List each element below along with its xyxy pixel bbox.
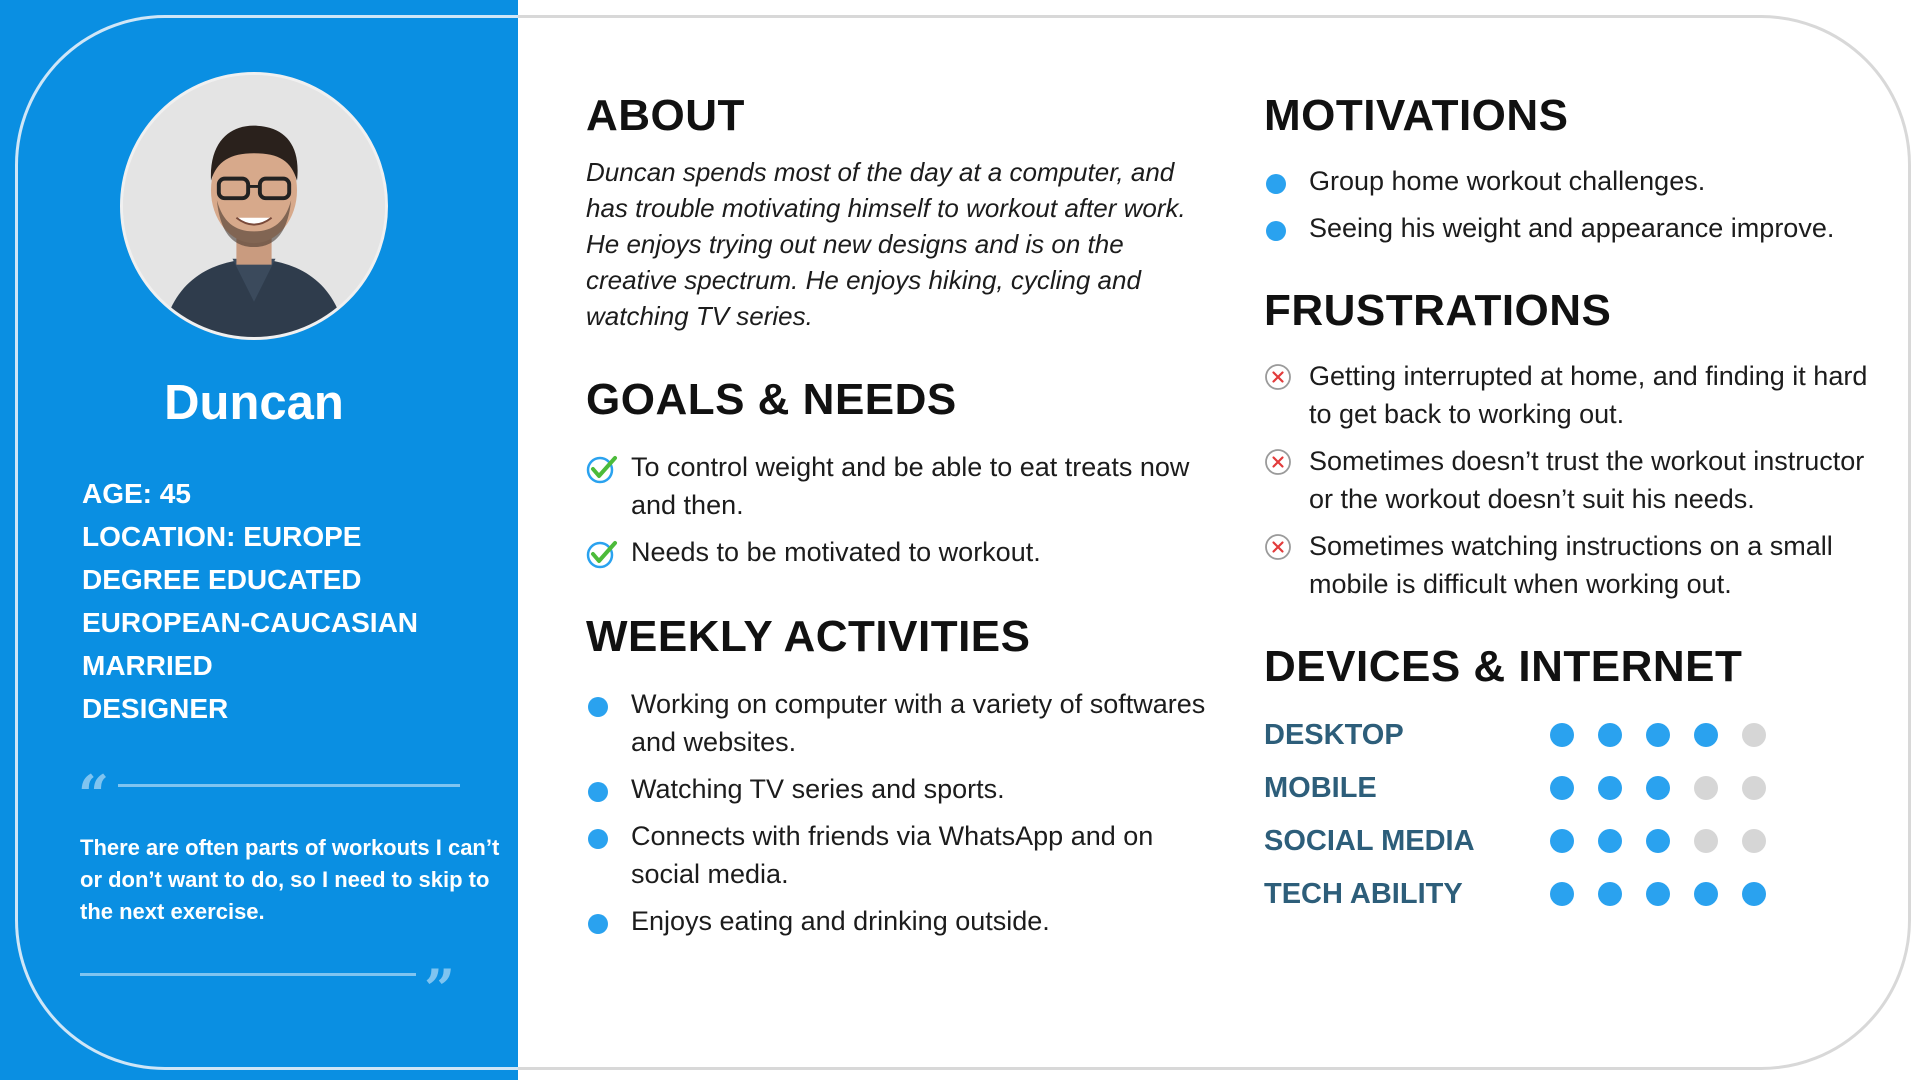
device-label: SOCIAL MEDIA [1264, 825, 1475, 857]
rating-dot-filled [1550, 829, 1574, 853]
left-column [586, 86, 1206, 949]
rating-dot-empty [1742, 723, 1766, 747]
rating-dot-filled [1646, 882, 1670, 906]
persona-name: Duncan [164, 376, 344, 430]
activity-text: Working on computer with a variety of softwares and websites. [631, 689, 1206, 757]
motivation-text: Group home workout challenges. [1309, 166, 1706, 196]
rating-dot-filled [1646, 829, 1670, 853]
rating-dot-empty [1694, 829, 1718, 853]
rating-dots [1550, 829, 1790, 858]
bullet-dot-icon [588, 782, 608, 802]
rating-dot-empty [1742, 776, 1766, 800]
device-row [1264, 872, 1894, 925]
activity-text: Connects with friends via WhatsApp and on social media. [631, 821, 1154, 889]
rating-dot-filled [1646, 776, 1670, 800]
quote-divider-bottom [80, 973, 416, 976]
x-circle-icon [1264, 448, 1292, 476]
device-label: DESKTOP [1264, 719, 1404, 751]
persona-facts [82, 472, 418, 730]
close-quote-icon: ” [424, 957, 456, 1021]
list-item [586, 817, 1206, 893]
rating-dot-filled [1694, 723, 1718, 747]
persona-quote: There are often parts of workouts I can’t or don’t want to do, so I need to skip to the next exercise. [80, 835, 500, 924]
rating-dot-filled [1598, 723, 1622, 747]
goal-text: To control weight and be able to eat treats now and then. [631, 452, 1190, 520]
device-row [1264, 766, 1894, 819]
about-text: Duncan spends most of the day at a computer, and has trouble motivating himself to workout after work. He enjoys trying out new designs and is on the creative spectrum. He enjoys hiking, cycling and watching TV series. [586, 157, 1186, 331]
device-label: TECH ABILITY [1264, 878, 1463, 910]
about-heading: ABOUT [586, 91, 745, 140]
x-circle-icon [1264, 363, 1292, 391]
activity-text: Enjoys eating and drinking outside. [631, 906, 1050, 936]
rating-dot-filled [1550, 776, 1574, 800]
rating-dot-empty [1694, 776, 1718, 800]
motivation-text: Seeing his weight and appearance improve. [1309, 213, 1835, 243]
rating-dot-filled [1550, 882, 1574, 906]
bullet-dot-icon [588, 829, 608, 849]
rating-dot-filled [1646, 723, 1670, 747]
list-item [586, 533, 1206, 571]
list-item [586, 448, 1206, 524]
fact-education: DEGREE EDUCATED [82, 564, 362, 595]
device-row [1264, 819, 1894, 872]
frustration-text: Sometimes watching instructions on a small mobile is difficult when working out. [1309, 531, 1833, 599]
rating-dot-filled [1694, 882, 1718, 906]
frustrations-heading: FRUSTRATIONS [1264, 286, 1612, 335]
list-item [586, 902, 1206, 940]
device-label: MOBILE [1264, 772, 1377, 804]
fact-occupation: DESIGNER [82, 693, 229, 724]
frustration-text: Getting interrupted at home, and finding it hard to get back to working out. [1309, 361, 1868, 429]
rating-dot-filled [1598, 776, 1622, 800]
list-item [1264, 527, 1894, 603]
right-column [1264, 86, 1894, 925]
bullet-dot-icon [588, 697, 608, 717]
weekly-list [586, 685, 1206, 940]
x-circle-icon [1264, 533, 1292, 561]
rating-dot-filled [1598, 829, 1622, 853]
rating-dot-filled [1742, 882, 1766, 906]
weekly-heading: WEEKLY ACTIVITIES [586, 612, 1031, 661]
list-item [1264, 357, 1894, 433]
check-circle-icon [586, 539, 618, 569]
quote-divider-top [118, 784, 460, 787]
device-row [1264, 713, 1894, 766]
devices-ratings [1264, 713, 1894, 925]
devices-heading: DEVICES & INTERNET [1264, 642, 1743, 691]
rating-dot-filled [1550, 723, 1574, 747]
persona-sidebar [0, 0, 518, 1080]
list-item [586, 770, 1206, 808]
check-circle-icon [586, 454, 618, 484]
fact-age: AGE: 45 [82, 478, 191, 509]
avatar [120, 72, 388, 340]
person-photo-icon [123, 75, 385, 337]
frustrations-list [1264, 357, 1894, 603]
goals-list [586, 448, 1206, 571]
rating-dots [1550, 776, 1790, 805]
rating-dot-filled [1598, 882, 1622, 906]
list-item [1264, 442, 1894, 518]
activity-text: Watching TV series and sports. [631, 774, 1005, 804]
goals-heading: GOALS & NEEDS [586, 375, 957, 424]
rating-dots [1550, 882, 1790, 911]
list-item [1264, 162, 1894, 200]
fact-marital-status: MARRIED [82, 650, 213, 681]
bullet-dot-icon [1266, 174, 1286, 194]
bullet-dot-icon [588, 914, 608, 934]
list-item [1264, 209, 1894, 247]
rating-dots [1550, 723, 1790, 752]
frustration-text: Sometimes doesn’t trust the workout instructor or the workout doesn’t suit his needs. [1309, 446, 1865, 514]
bullet-dot-icon [1266, 221, 1286, 241]
motivations-heading: MOTIVATIONS [1264, 91, 1569, 140]
open-quote-icon: “ [78, 763, 110, 827]
list-item [586, 685, 1206, 761]
motivations-list [1264, 162, 1894, 247]
goal-text: Needs to be motivated to workout. [631, 537, 1041, 567]
fact-ethnicity: EUROPEAN-CAUCASIAN [82, 607, 419, 638]
fact-location: LOCATION: EUROPE [82, 521, 362, 552]
rating-dot-empty [1742, 829, 1766, 853]
